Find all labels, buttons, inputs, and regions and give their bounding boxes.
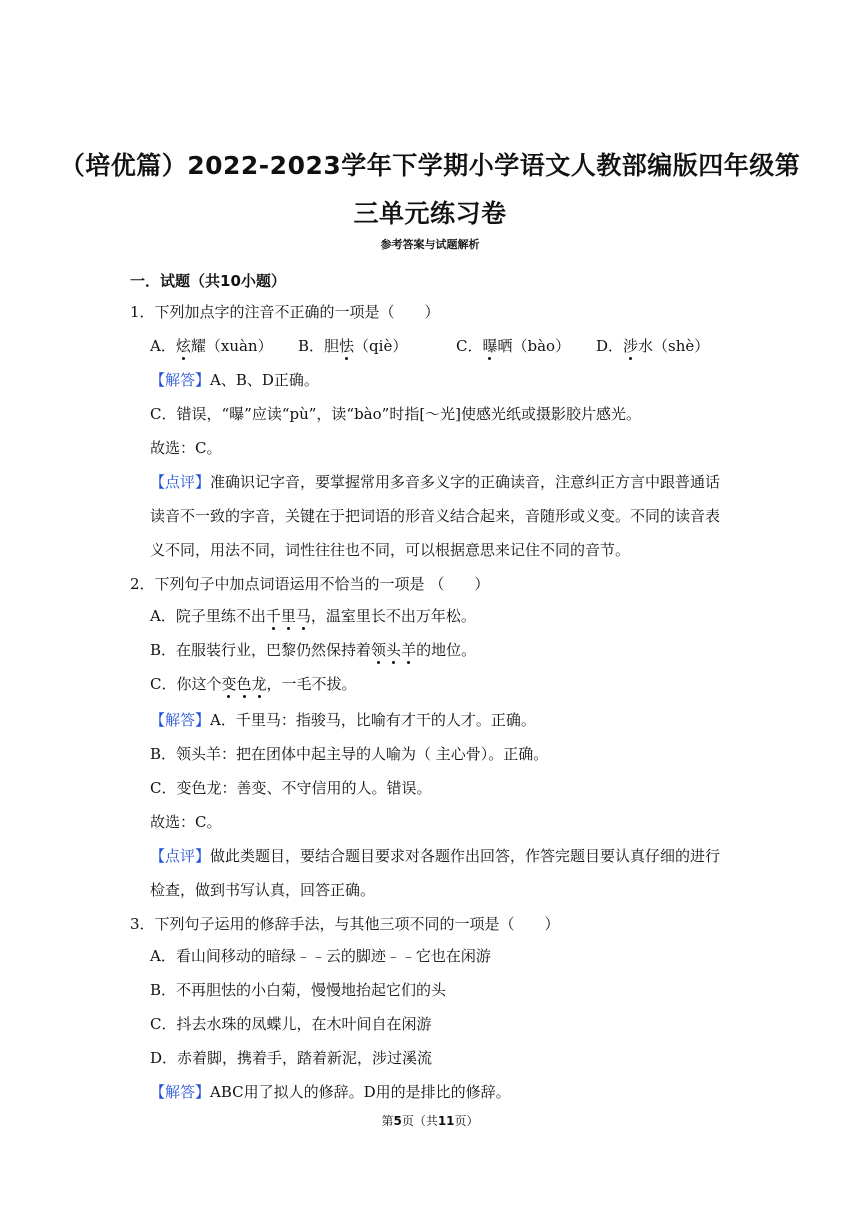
comment-tag: 【点评】 [150,847,211,865]
q1-answer-line-2: C．错误，“曝”应读“pù”，读“bào”时指[～光]使感光纸或摄影胶片感光。 [150,405,642,423]
q1-option-b: B．胆怯（qiè） [298,337,408,355]
section-heading: 一．试题（共10小题） [130,272,286,290]
answer-tag: 【解答】 [150,371,211,389]
document-subtitle: 参考答案与试题解析 [380,238,480,251]
q2-answer-line-2: B．领头羊：把在团体中起主导的人喻为（ 主心骨）。正确。 [150,745,549,763]
q1-option-d: D．涉水（shè） [596,337,710,355]
q1-option-a: A．炫耀（xuàn） [150,337,273,355]
q1-options [150,336,732,356]
q2-option-c: C．你这个变色龙，一毛不拔。 [150,675,357,693]
q2-comment-line-1: 【点评】做此类题目，要结合题目要求对各题作出回答，作答完题目要认真仔细的进行 [150,847,721,865]
q1-comment-line-2: 读音不一致的字音，关键在于把词语的形音义结合起来，音随形或义变。不同的读音表 [150,507,721,525]
q1-choice: 故选：C。 [150,439,222,457]
q2-option-a: A．院子里练不出千里马，温室里长不出万年松。 [150,607,476,625]
q2-stem: 2．下列句子中加点词语运用不恰当的一项是 （ ） [130,575,490,593]
q1-stem: 1．下列加点字的注音不正确的一项是（ ） [130,303,440,321]
q3-option-d: D．赤着脚，携着手，踏着新泥，涉过溪流 [150,1049,433,1067]
comment-tag: 【点评】 [150,473,211,491]
q3-option-b: B．不再胆怯的小白菊，慢慢地抬起它们的头 [150,981,447,999]
answer-tag: 【解答】 [150,1083,211,1101]
q3-option-c: C．抖去水珠的凤蝶儿，在木叶间自在闲游 [150,1015,432,1033]
q1-answer-line-1: 【解答】A、B、D正确。 [150,371,319,389]
q2-answer-line-1: 【解答】A．千里马：指骏马，比喻有才干的人才。正确。 [150,711,536,729]
q2-choice: 故选：C。 [150,813,222,831]
q3-stem: 3．下列句子运用的修辞手法，与其他三项不同的一项是（ ） [130,915,560,933]
document-title-line-2: 三单元练习卷 [353,199,507,228]
page-total: 11 [437,1114,455,1128]
q3-answer-line-1: 【解答】ABC用了拟人的修辞。D用的是排比的修辞。 [150,1083,511,1101]
q1-comment-line-3: 义不同，用法不同，词性往往也不同，可以根据意思来记住不同的音节。 [150,541,631,559]
q1-option-c: C．曝晒（bào） [456,337,571,355]
q2-comment-line-2: 检查，做到书写认真，回答正确。 [150,881,376,899]
q2-option-b: B．在服装行业，巴黎仍然保持着领头羊的地位。 [150,641,477,659]
document-title-line-1: （培优篇）2022-2023学年下学期小学语文人教部编版四年级第 [59,151,801,180]
q1-comment-line-1: 【点评】准确识记字音，要掌握常用多音多义字的正确读音，注意纠正方言中跟普通话 [150,473,721,491]
answer-tag: 【解答】 [150,711,211,729]
page-number: 5 [393,1114,402,1128]
page-footer: 第5页（共11页） [381,1114,479,1128]
q2-answer-line-3: C．变色龙：善变、不守信用的人。错误。 [150,779,432,797]
q3-option-a: A．看山间移动的暗绿﹣﹣云的脚迹﹣﹣它也在闲游 [150,947,491,965]
